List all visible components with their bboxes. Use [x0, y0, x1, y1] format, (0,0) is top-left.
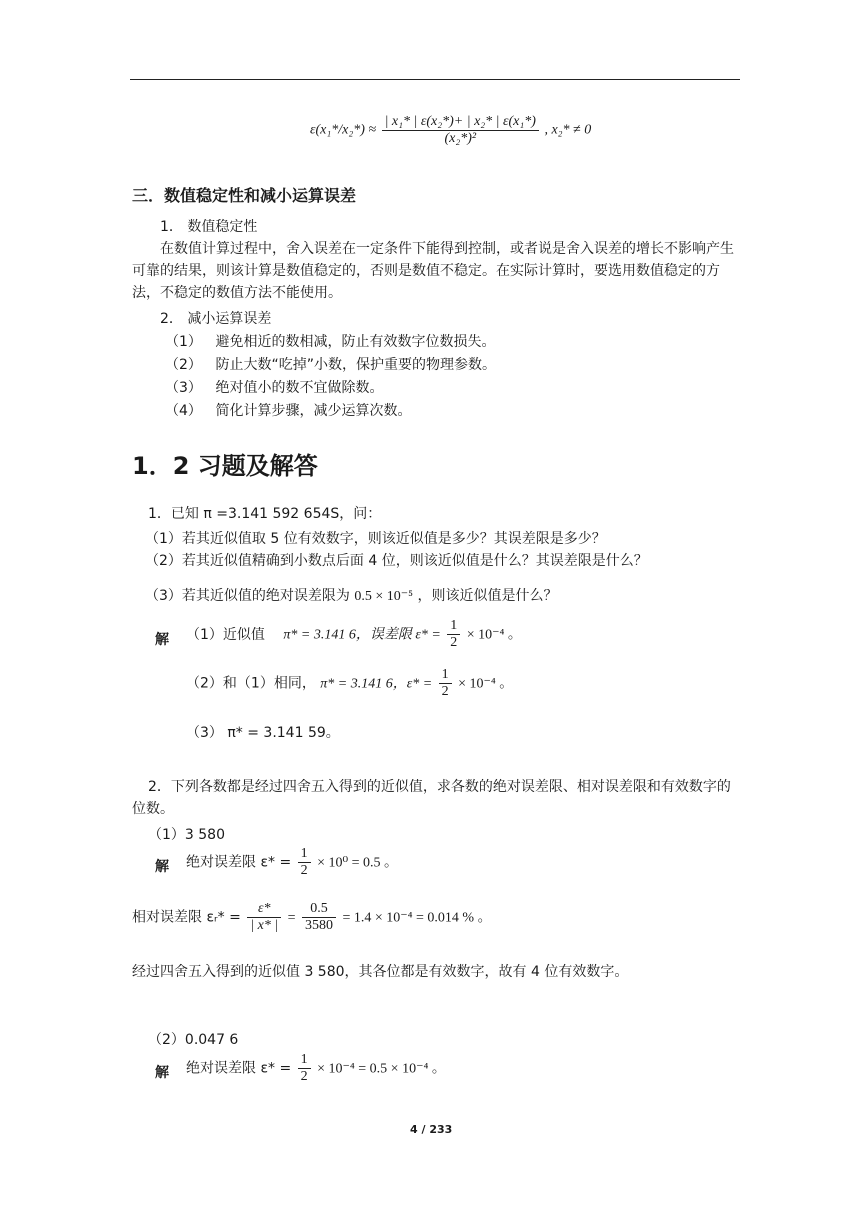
list-item-no: （1）: [165, 334, 202, 350]
q1-s1-a: （1）近似值: [186, 626, 265, 643]
q2-a-rel-eq: =: [287, 910, 296, 926]
q2-a-rel-tail: = 1.4 × 10⁻⁴ = 0.014 % 。: [342, 910, 492, 926]
q1-stem: 1．已知 π =3.141 592 654S，问：: [148, 506, 382, 522]
q2-b-abs-fraction: [298, 1052, 311, 1085]
q1-part3-text: （3）若其近似值的绝对误差限为: [145, 588, 350, 604]
header-rule: [130, 79, 740, 80]
q2-rel-error-a: [132, 901, 492, 934]
q2-solution-label-a: 解: [155, 859, 169, 875]
q2-a-abs-den: 2: [298, 862, 311, 879]
list-item: [165, 331, 495, 351]
q2-b-tail: × 10⁻⁴ = 0.5 × 10⁻⁴ 。: [317, 1061, 446, 1077]
list-item: [165, 400, 411, 420]
q1-solution-2: [186, 667, 513, 700]
formula-tail: , x₂* ≠ 0: [544, 122, 592, 138]
q2-b-den: 2: [298, 1068, 311, 1085]
q2-b-abs-label: 绝对误差限 ε* =: [186, 1060, 292, 1077]
list-item-no: （3）: [165, 380, 202, 396]
q2-stem: 2．下列各数都是经过四舍五入得到的近似值，求各数的绝对误差限、相对误差限和有效数字的位数。: [132, 779, 731, 817]
section3-sub1: 1． 数值稳定性: [160, 219, 258, 235]
q2-a-rel-num: ε*: [257, 901, 271, 916]
list-item-no: （2）: [165, 357, 202, 373]
q2-a-abs-num: 1: [300, 846, 308, 861]
q2-solution-label-b: 解: [155, 1065, 169, 1081]
chapter-heading: 1．2 习题及解答: [132, 452, 318, 480]
q1-part3-math: 0.5 × 10⁻⁵: [354, 589, 414, 604]
q1-solution-label: 解: [155, 632, 169, 648]
q1-part3: [145, 585, 558, 605]
q1-solution-3: （3） π* = 3.141 59。: [186, 725, 340, 741]
q1-part1: （1）若其近似值取 5 位有效数字，则该近似值是多少？其误差限是多少？: [145, 531, 606, 547]
top-formula: [310, 114, 591, 147]
formula-numerator: | x₁* | ε(x₂*)+ | x₂* | ε(x₁*): [384, 114, 536, 129]
list-item-text: 简化计算步骤，减少运算次数。: [215, 403, 412, 419]
q1-s2-fraction: [439, 667, 452, 700]
q2-a-abs-tail: × 10⁰ = 0.5 。: [317, 855, 399, 871]
page-number: 4 / 233: [410, 1123, 453, 1136]
q1-s2-num: 1: [441, 667, 449, 682]
q1-s1-fraction: [447, 618, 460, 651]
q1-s2-den: 2: [439, 683, 452, 700]
q2-a-rel-fraction2: [302, 901, 336, 934]
q1-s2-b: π* = 3.141 6，ε* =: [320, 676, 433, 692]
q2-b-num: 1: [300, 1052, 308, 1067]
list-item: [165, 354, 496, 374]
q2-abs-error-a: [186, 846, 398, 879]
list-item-text: 避免相近的数相减，防止有效数字位数损失。: [215, 334, 496, 350]
list-item: [165, 377, 383, 397]
q1-s2-c: × 10⁻⁴ 。: [458, 676, 514, 692]
q2-sig-digits-a: 经过四舍五入得到的近似值 3 580，其各位都是有效数字，故有 4 位有效数字。: [132, 964, 629, 980]
q2-part-a-label: （1）3 580: [148, 827, 225, 843]
q1-s1-num: 1: [450, 618, 458, 633]
q1-s1-c: × 10⁻⁴ 。: [466, 627, 522, 643]
formula-denominator: (x₂*)²: [382, 130, 539, 147]
q2-a-abs-label: 绝对误差限 ε* =: [186, 854, 292, 871]
section3-title: 三．数值稳定性和减小运算误差: [132, 186, 357, 205]
q1-s1-b: π* = 3.141 6，误差限 ε* =: [283, 627, 441, 643]
section3-paragraph: 在数值计算过程中，舍入误差在一定条件下能得到控制，或者说是舍入误差的增长不影响产生可靠的结果，则该计算是数值稳定的，否则是数值不稳定。在实际计算时，要选用数值稳定的方法，不稳定的数值方法不能使用。: [132, 241, 734, 301]
list-item-text: 防止大数“吃掉”小数，保护重要的物理参数。: [215, 357, 496, 373]
q1-solution-1: [186, 618, 522, 651]
q2-part-b-label: （2）0.047 6: [148, 1032, 239, 1048]
q2-a-rel-num2: 0.5: [310, 901, 328, 916]
section3-sub2: 2． 减小运算误差: [160, 311, 272, 327]
formula-fraction: [382, 114, 539, 147]
q1-s2-a: （2）和（1）相同，: [186, 675, 316, 692]
q1-part2: （2）若其近似值精确到小数点后面 4 位，则该近似值是什么？其误差限是什么？: [145, 553, 648, 569]
q2-a-rel-den: | x* |: [247, 917, 281, 934]
q2-a-abs-fraction: [298, 846, 311, 879]
formula-lhs: ε(x₁*/x₂*) ≈: [310, 122, 377, 138]
q1-part3-tail: ，则该近似值是什么？: [417, 588, 558, 604]
list-item-no: （4）: [165, 403, 202, 419]
q2-a-rel-label: 相对误差限 εᵣ* =: [132, 909, 241, 926]
q2-a-rel-den2: 3580: [302, 917, 336, 934]
q1-s1-den: 2: [447, 634, 460, 651]
list-item-text: 绝对值小的数不宜做除数。: [215, 380, 384, 396]
q2-a-rel-fraction: [247, 901, 281, 934]
q2-abs-error-b: [186, 1052, 446, 1085]
